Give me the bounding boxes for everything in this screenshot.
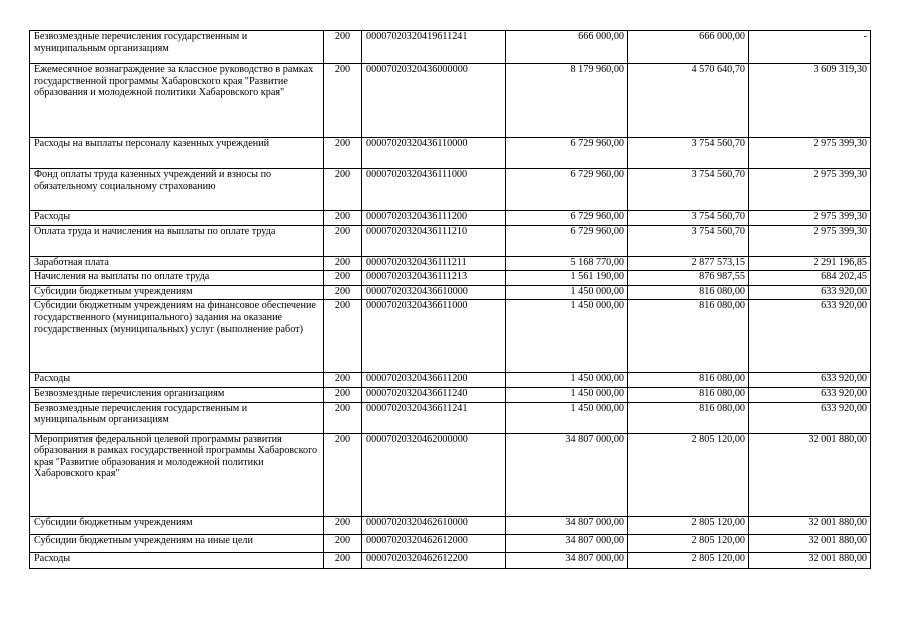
row-code-cell: 200 [324, 169, 362, 211]
row-name-cell: Ежемесячное вознаграждение за классное руководство в рамках государственной программы Хабаровского края "Развитие образования и молодежной политики Хабаровского края" [30, 64, 324, 138]
row-remaining-amount-cell: 2 975 399,30 [749, 138, 871, 169]
row-name-cell: Расходы [30, 373, 324, 388]
row-executed-amount-cell: 4 570 640,70 [628, 64, 749, 138]
row-remaining-amount-cell: 684 202,45 [749, 271, 871, 286]
row-approved-amount-cell: 34 807 000,00 [506, 516, 628, 534]
row-executed-amount-cell: 816 080,00 [628, 373, 749, 388]
row-code-cell: 200 [324, 373, 362, 388]
row-classification-code-cell: 00007020320462000000 [362, 433, 506, 516]
row-remaining-amount-cell: 633 920,00 [749, 373, 871, 388]
row-classification-code-cell: 00007020320436611000 [362, 300, 506, 373]
row-code-cell: 200 [324, 534, 362, 552]
row-name-cell: Заработная плата [30, 256, 324, 271]
row-remaining-amount-cell: 3 609 319,30 [749, 64, 871, 138]
row-code-cell: 200 [324, 402, 362, 433]
row-classification-code-cell: 00007020320436610000 [362, 285, 506, 300]
row-remaining-amount-cell: 2 975 399,30 [749, 169, 871, 211]
row-classification-code-cell: 00007020320462612000 [362, 534, 506, 552]
row-classification-code-cell: 00007020320436111211 [362, 256, 506, 271]
row-approved-amount-cell: 34 807 000,00 [506, 552, 628, 568]
budget-execution-table [29, 30, 871, 569]
row-code-cell: 200 [324, 64, 362, 138]
row-executed-amount-cell: 2 877 573,15 [628, 256, 749, 271]
row-approved-amount-cell: 1 450 000,00 [506, 387, 628, 402]
row-code-cell: 200 [324, 271, 362, 286]
table-row [30, 138, 871, 169]
row-code-cell: 200 [324, 552, 362, 568]
row-classification-code-cell: 00007020320436000000 [362, 64, 506, 138]
row-approved-amount-cell: 8 179 960,00 [506, 64, 628, 138]
row-remaining-amount-cell: - [749, 31, 871, 64]
table-row [30, 402, 871, 433]
row-name-cell: Субсидии бюджетным учреждениям на иные цели [30, 534, 324, 552]
row-remaining-amount-cell: 633 920,00 [749, 387, 871, 402]
table-row [30, 433, 871, 516]
row-classification-code-cell: 00007020320436111200 [362, 211, 506, 226]
row-classification-code-cell: 00007020320436111210 [362, 225, 506, 256]
table-row [30, 300, 871, 373]
row-name-cell: Безвозмездные перечисления государственным и муниципальным организациям [30, 402, 324, 433]
row-executed-amount-cell: 816 080,00 [628, 300, 749, 373]
row-executed-amount-cell: 876 987,55 [628, 271, 749, 286]
row-approved-amount-cell: 34 807 000,00 [506, 433, 628, 516]
row-remaining-amount-cell: 2 975 399,30 [749, 211, 871, 226]
row-executed-amount-cell: 3 754 560,70 [628, 211, 749, 226]
row-classification-code-cell: 00007020320462612200 [362, 552, 506, 568]
table-row [30, 285, 871, 300]
row-classification-code-cell: 00007020320419611241 [362, 31, 506, 64]
table-row [30, 534, 871, 552]
row-classification-code-cell: 00007020320436110000 [362, 138, 506, 169]
row-classification-code-cell: 00007020320436111213 [362, 271, 506, 286]
row-approved-amount-cell: 666 000,00 [506, 31, 628, 64]
table-row [30, 373, 871, 388]
row-name-cell: Мероприятия федеральной целевой программы развития образования в рамках государственной программы Хабаровского края "Развитие образования и молодежной политики Хабаровского края" [30, 433, 324, 516]
row-code-cell: 200 [324, 300, 362, 373]
row-name-cell: Фонд оплаты труда казенных учреждений и взносы по обязательному социальному страхованию [30, 169, 324, 211]
row-approved-amount-cell: 1 450 000,00 [506, 402, 628, 433]
row-remaining-amount-cell: 2 975 399,30 [749, 225, 871, 256]
row-classification-code-cell: 00007020320436111000 [362, 169, 506, 211]
row-approved-amount-cell: 5 168 770,00 [506, 256, 628, 271]
row-name-cell: Начисления на выплаты по оплате труда [30, 271, 324, 286]
row-classification-code-cell: 00007020320436611240 [362, 387, 506, 402]
row-name-cell: Расходы на выплаты персоналу казенных учреждений [30, 138, 324, 169]
row-code-cell: 200 [324, 31, 362, 64]
row-code-cell: 200 [324, 225, 362, 256]
row-name-cell: Безвозмездные перечисления организациям [30, 387, 324, 402]
row-approved-amount-cell: 6 729 960,00 [506, 211, 628, 226]
row-remaining-amount-cell: 633 920,00 [749, 300, 871, 373]
table-row [30, 64, 871, 138]
row-remaining-amount-cell: 32 001 880,00 [749, 534, 871, 552]
table-row [30, 271, 871, 286]
row-remaining-amount-cell: 2 291 196,85 [749, 256, 871, 271]
row-name-cell: Субсидии бюджетным учреждениям [30, 516, 324, 534]
row-approved-amount-cell: 1 561 190,00 [506, 271, 628, 286]
row-code-cell: 200 [324, 516, 362, 534]
table-row [30, 516, 871, 534]
table-row [30, 552, 871, 568]
row-executed-amount-cell: 816 080,00 [628, 285, 749, 300]
row-approved-amount-cell: 1 450 000,00 [506, 373, 628, 388]
row-approved-amount-cell: 6 729 960,00 [506, 169, 628, 211]
row-executed-amount-cell: 3 754 560,70 [628, 169, 749, 211]
table-row [30, 387, 871, 402]
row-executed-amount-cell: 666 000,00 [628, 31, 749, 64]
table-body [30, 31, 871, 569]
row-name-cell: Субсидии бюджетным учреждениям [30, 285, 324, 300]
row-executed-amount-cell: 3 754 560,70 [628, 225, 749, 256]
row-remaining-amount-cell: 32 001 880,00 [749, 552, 871, 568]
row-executed-amount-cell: 2 805 120,00 [628, 552, 749, 568]
table-row [30, 211, 871, 226]
row-classification-code-cell: 00007020320462610000 [362, 516, 506, 534]
row-code-cell: 200 [324, 138, 362, 169]
row-name-cell: Расходы [30, 552, 324, 568]
row-code-cell: 200 [324, 211, 362, 226]
row-executed-amount-cell: 816 080,00 [628, 402, 749, 433]
row-code-cell: 200 [324, 285, 362, 300]
row-approved-amount-cell: 1 450 000,00 [506, 300, 628, 373]
row-approved-amount-cell: 6 729 960,00 [506, 138, 628, 169]
row-executed-amount-cell: 2 805 120,00 [628, 433, 749, 516]
row-executed-amount-cell: 816 080,00 [628, 387, 749, 402]
row-name-cell: Субсидии бюджетным учреждениям на финансовое обеспечение государственного (муниципального) задания на оказание государственных (муниципальных) услуг (выполнение работ) [30, 300, 324, 373]
row-name-cell: Оплата труда и начисления на выплаты по оплате труда [30, 225, 324, 256]
row-classification-code-cell: 00007020320436611241 [362, 402, 506, 433]
row-classification-code-cell: 00007020320436611200 [362, 373, 506, 388]
row-code-cell: 200 [324, 256, 362, 271]
row-remaining-amount-cell: 633 920,00 [749, 402, 871, 433]
row-executed-amount-cell: 3 754 560,70 [628, 138, 749, 169]
row-code-cell: 200 [324, 433, 362, 516]
row-approved-amount-cell: 1 450 000,00 [506, 285, 628, 300]
row-remaining-amount-cell: 32 001 880,00 [749, 516, 871, 534]
table-row [30, 225, 871, 256]
row-remaining-amount-cell: 633 920,00 [749, 285, 871, 300]
row-executed-amount-cell: 2 805 120,00 [628, 516, 749, 534]
row-approved-amount-cell: 6 729 960,00 [506, 225, 628, 256]
table-row [30, 169, 871, 211]
row-name-cell: Расходы [30, 211, 324, 226]
row-executed-amount-cell: 2 805 120,00 [628, 534, 749, 552]
table-row [30, 31, 871, 64]
table-row [30, 256, 871, 271]
row-approved-amount-cell: 34 807 000,00 [506, 534, 628, 552]
row-name-cell: Безвозмездные перечисления государственным и муниципальным организациям [30, 31, 324, 64]
row-remaining-amount-cell: 32 001 880,00 [749, 433, 871, 516]
row-code-cell: 200 [324, 387, 362, 402]
